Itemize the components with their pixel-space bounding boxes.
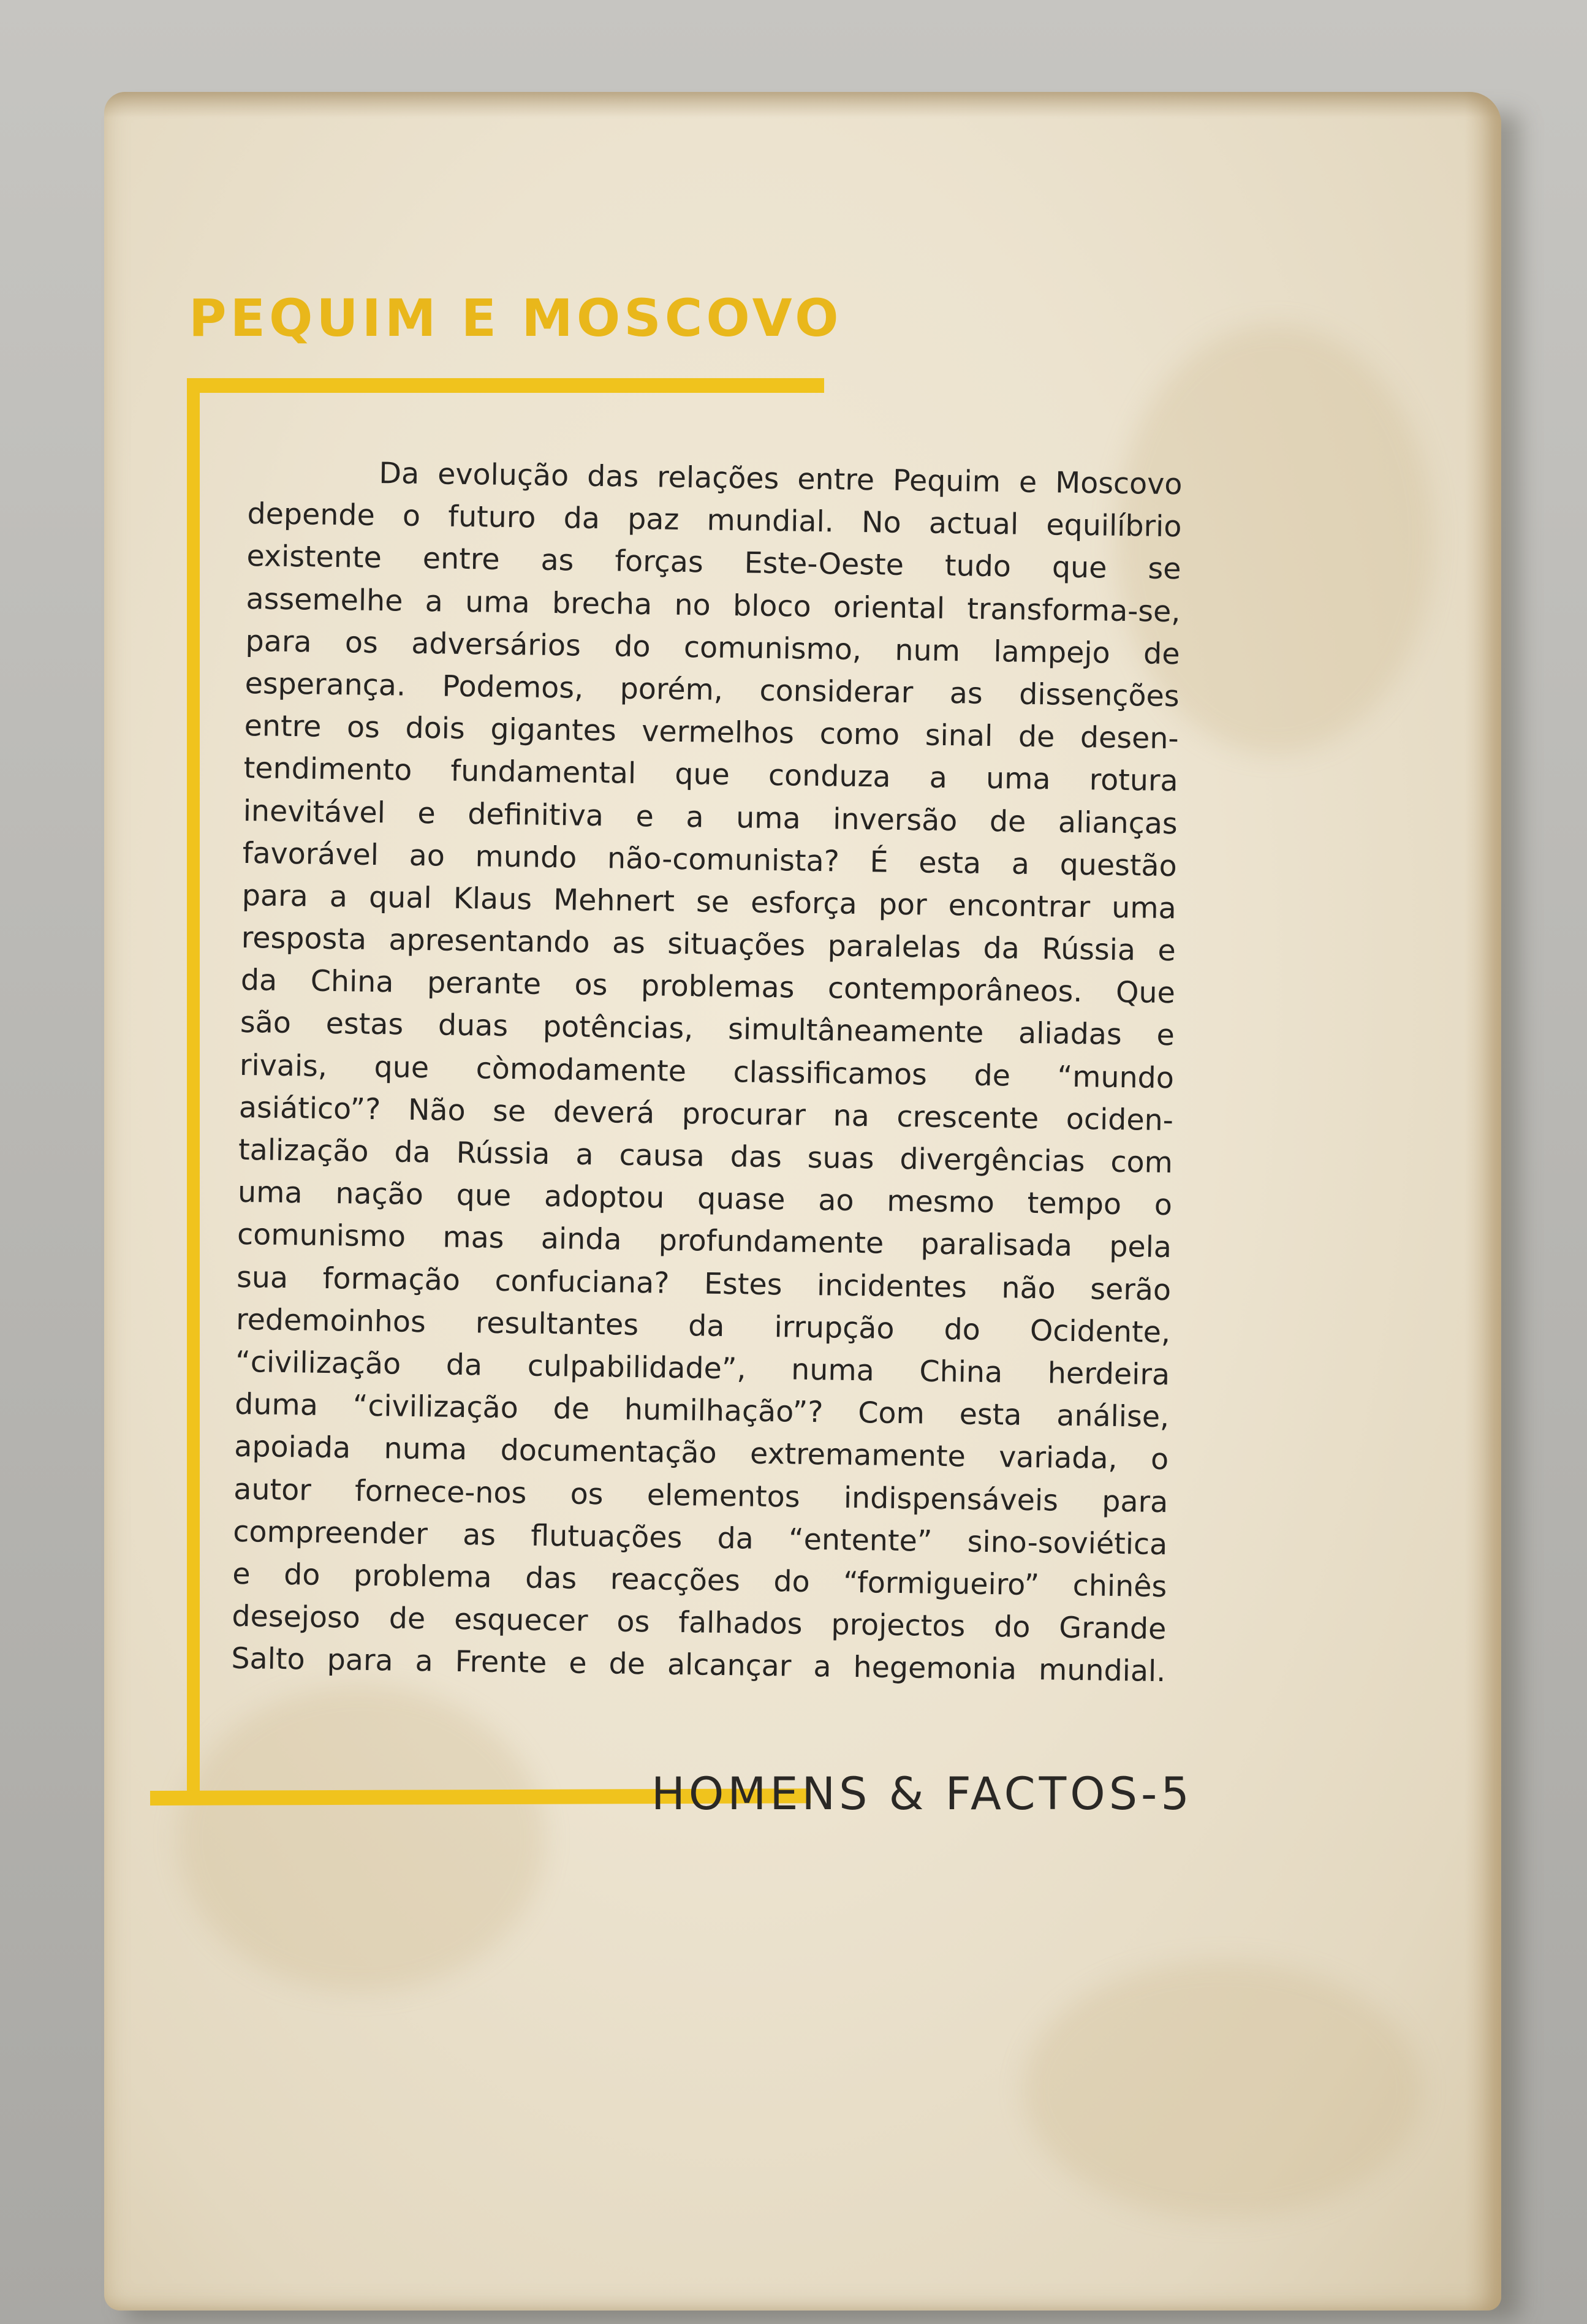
blurb-line: asiático”? Não se deverá procurar na crescente ociden-: [238, 1090, 1174, 1137]
blurb-line: autor fornece-nos os elementos indispensáveis para: [233, 1472, 1168, 1519]
blurb-line: redemoinhos resultantes da irrupção do Ocidente,: [235, 1302, 1171, 1350]
series-label: HOMENS & FACTOS-5: [651, 1768, 1193, 1820]
worn-top-edge: [104, 92, 1501, 118]
blurb-line: entre os dois gigantes vermelhos como sinal de desen-: [244, 709, 1179, 756]
blurb-line: “civilização da culpabilidade”, numa China herdeira: [235, 1345, 1170, 1392]
blurb-line: tendimento fundamental que conduza a uma rotura: [243, 751, 1178, 799]
blurb-line: favorável ao mundo não-comunista? É esta a questão: [242, 836, 1178, 883]
blurb-line: uma nação que adoptou quase ao mesmo tempo o: [237, 1175, 1173, 1223]
blurb-line: Salto para a Frente e de alcançar a hegemonia mundial.: [231, 1642, 1166, 1689]
blurb-line: da China perante os problemas contemporâneos. Que: [240, 963, 1176, 1011]
blurb-line: compreender as flutuações da “entente” sino-soviética: [232, 1514, 1168, 1562]
blurb-line: comunismo mas ainda profundamente paralisada pela: [237, 1218, 1172, 1265]
yellow-rule-left: [187, 378, 200, 1800]
worn-right-edge: [1464, 92, 1501, 2311]
blurb-line: Da evolução das relações entre Pequim e Moscovo: [379, 456, 1183, 502]
book-title: PEQUIM E MOSCOVO: [189, 288, 843, 348]
yellow-rule-top: [187, 378, 824, 393]
blurb-line: para os adversários do comunismo, num lampejo de: [245, 624, 1180, 672]
blurb-line: e do problema das reacções do “formigueiro” chinês: [232, 1557, 1167, 1604]
blurb-line: esperança. Podemos, porém, considerar as dissenções: [244, 666, 1180, 714]
blurb-line: talização da Rússia a causa das suas divergências com: [238, 1133, 1173, 1180]
paper-stain: [1023, 1961, 1422, 2219]
blurb-line: são estas duas potências, simultâneamente aliadas e: [240, 1006, 1175, 1053]
blurb-line: apoiada numa documentação extremamente variada, o: [233, 1430, 1169, 1477]
blurb-line: duma “civilização de humilhação”? Com esta análise,: [234, 1387, 1170, 1435]
blurb-line: para a qual Klaus Mehnert se esforça por encontrar uma: [241, 878, 1177, 926]
blurb-line: rivais, que còmodamente classificamos de “mundo: [239, 1048, 1175, 1095]
blurb-line: resposta apresentando as situações paralelas da Rússia e: [241, 921, 1176, 968]
blurb-line: desejoso de esquecer os falhados projectos do Grande: [232, 1599, 1167, 1647]
blurb-line: assemelhe a uma brecha no bloco oriental transforma-se,: [246, 582, 1181, 629]
blurb-text: [231, 450, 1183, 1693]
blurb-line: existente entre as forças Este-Oeste tudo que se: [246, 539, 1181, 587]
paper-stain: [178, 1685, 545, 1992]
blurb-line: depende o futuro da paz mundial. No actual equilíbrio: [247, 497, 1182, 544]
blurb-line: inevitável e definitiva e a uma inversão de alianças: [243, 794, 1178, 841]
blurb-line: sua formação confuciana? Estes incidentes não serão: [236, 1260, 1172, 1307]
